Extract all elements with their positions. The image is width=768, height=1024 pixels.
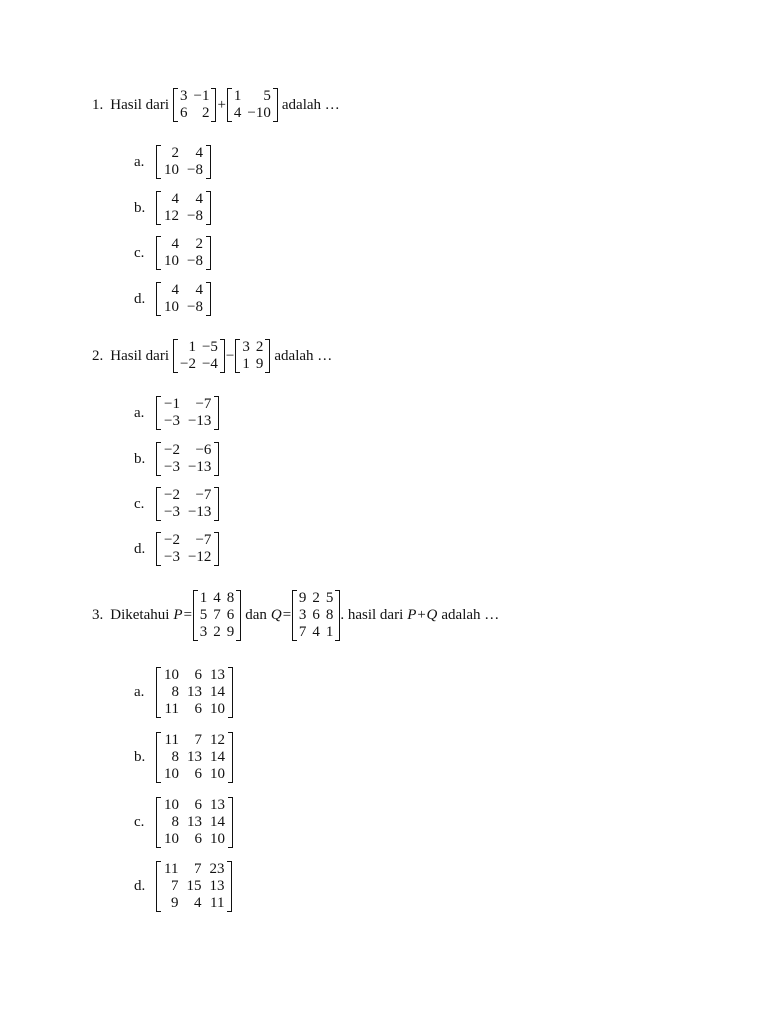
matrix-cell: −10 — [247, 105, 271, 121]
option-matrix — [156, 532, 219, 566]
matrix-cell: 12 — [210, 732, 225, 748]
matrix-cell: −2 — [164, 442, 180, 458]
matrix-cell: 8 — [325, 607, 334, 623]
matrix-cell: −1 — [164, 396, 180, 412]
option-matrix — [156, 797, 233, 848]
matrix-cell: 10 — [164, 667, 179, 683]
matrix-cell: −6 — [195, 442, 212, 458]
matrix-cell: 10 — [164, 162, 179, 178]
matrix-cell: 6 — [312, 607, 320, 623]
matrix-cell: 11 — [164, 701, 179, 717]
matrix-cell: 13 — [187, 814, 202, 830]
matrix-cell: 2 — [171, 145, 179, 161]
matrix-cell: 2 — [213, 624, 221, 640]
question-suffix: adalah … — [274, 347, 333, 364]
option-letter: c. — [134, 495, 145, 512]
option-letter: d. — [134, 290, 146, 307]
q-label: Q= — [270, 607, 292, 623]
matrix-cell: 7 — [298, 624, 307, 640]
matrix-cell: 5 — [199, 607, 208, 623]
q1-option-c[interactable] — [134, 236, 211, 270]
matrix-cell: 13 — [210, 667, 225, 683]
option-letter: a. — [134, 684, 145, 700]
matrix-cell: 3 — [199, 624, 208, 640]
matrix-cell: 11 — [164, 732, 179, 748]
sum-expression: P+Q — [407, 607, 438, 623]
q1-option-b[interactable] — [134, 191, 211, 225]
matrix-left — [173, 88, 216, 122]
matrix-cell: 6 — [194, 667, 202, 683]
q3-option-d[interactable] — [134, 861, 232, 912]
matrix-cell: 10 — [210, 766, 225, 782]
matrix-cell: 4 — [171, 236, 179, 252]
option-matrix — [156, 487, 219, 521]
matrix-cell: 6 — [179, 105, 188, 121]
question-prefix: Hasil dari — [110, 347, 169, 364]
matrix-cell: −3 — [164, 413, 180, 429]
matrix-cell: 9 — [298, 590, 307, 606]
matrix-cell: −7 — [195, 396, 212, 412]
matrix-right — [227, 88, 278, 122]
q3-option-b[interactable] — [134, 732, 233, 783]
matrix-cell: 4 — [213, 590, 221, 606]
question-prefix: Hasil dari — [110, 96, 169, 113]
matrix-cell: 6 — [194, 766, 202, 782]
matrix-cell: 3 — [298, 607, 307, 623]
option-letter: b. — [134, 749, 146, 765]
matrix-cell: −3 — [164, 459, 180, 475]
matrix-cell: −5 — [201, 339, 218, 355]
matrix-cell: −2 — [179, 356, 196, 372]
matrix-cell: 8 — [171, 814, 179, 830]
matrix-left — [173, 339, 225, 373]
option-letter: d. — [134, 540, 146, 557]
matrix-cell: 6 — [194, 701, 202, 717]
q2-option-c[interactable] — [134, 487, 219, 521]
question-number: 2. — [92, 347, 104, 364]
matrix-cell: 4 — [195, 282, 203, 298]
question-1 — [92, 88, 340, 122]
matrix-cell: 5 — [325, 590, 334, 606]
matrix-cell: −8 — [187, 162, 203, 178]
matrix-cell: 5 — [263, 88, 271, 104]
matrix-cell: 14 — [210, 749, 225, 765]
matrix-cell: 7 — [213, 607, 221, 623]
matrix-q — [292, 590, 341, 641]
matrix-cell: 9 — [170, 895, 179, 911]
q2-option-d[interactable] — [134, 532, 219, 566]
matrix-cell: −12 — [187, 549, 212, 565]
question-3 — [92, 590, 499, 641]
matrix-cell: 7 — [193, 861, 202, 877]
q2-option-b[interactable] — [134, 442, 219, 476]
matrix-cell: 3 — [242, 339, 250, 355]
matrix-cell: 1 — [199, 590, 208, 606]
option-matrix — [156, 191, 211, 225]
matrix-cell: 3 — [179, 88, 188, 104]
matrix-cell: 2 — [201, 105, 210, 121]
matrix-cell: 6 — [226, 607, 235, 623]
question-number: 3. — [92, 607, 104, 623]
q1-option-a[interactable] — [134, 145, 211, 179]
matrix-cell: 15 — [186, 878, 202, 894]
matrix-cell: 1 — [233, 88, 242, 104]
matrix-cell: 6 — [194, 797, 202, 813]
option-matrix — [156, 236, 211, 270]
matrix-cell: 4 — [195, 191, 203, 207]
minus-operator: − — [225, 347, 235, 364]
option-letter: c. — [134, 814, 145, 830]
matrix-cell: 4 — [195, 145, 203, 161]
matrix-right — [235, 339, 270, 373]
option-matrix — [156, 667, 233, 718]
matrix-cell: −13 — [187, 413, 212, 429]
option-letter: d. — [134, 878, 146, 894]
matrix-cell: −8 — [187, 208, 203, 224]
question-suffix: adalah … — [281, 96, 340, 113]
matrix-cell: −1 — [193, 88, 210, 104]
q3-option-c[interactable] — [134, 797, 233, 848]
matrix-cell: −3 — [164, 549, 180, 565]
matrix-cell: 13 — [209, 878, 225, 894]
matrix-cell: 10 — [164, 766, 179, 782]
q3-option-a[interactable] — [134, 667, 233, 718]
matrix-cell: 10 — [164, 831, 179, 847]
matrix-cell: 9 — [255, 356, 264, 372]
option-letter: a. — [134, 153, 145, 170]
option-matrix — [156, 732, 233, 783]
matrix-cell: 4 — [171, 282, 179, 298]
option-matrix — [156, 396, 219, 430]
matrix-cell: 1 — [188, 339, 196, 355]
question-suffix-b: adalah … — [441, 607, 500, 623]
matrix-cell: 10 — [164, 797, 179, 813]
matrix-cell: 6 — [194, 831, 202, 847]
matrix-p — [193, 590, 242, 641]
question-prefix: Diketahui — [110, 607, 170, 623]
matrix-cell: 1 — [242, 356, 250, 372]
matrix-cell: 10 — [164, 299, 179, 315]
matrix-cell: −13 — [187, 504, 212, 520]
matrix-cell: 2 — [255, 339, 264, 355]
matrix-cell: 4 — [193, 895, 202, 911]
matrix-cell: 12 — [164, 208, 179, 224]
option-letter: c. — [134, 244, 145, 261]
matrix-cell: 10 — [164, 253, 179, 269]
matrix-cell: 10 — [210, 701, 225, 717]
q1-option-d[interactable] — [134, 282, 211, 316]
q2-option-a[interactable] — [134, 396, 219, 430]
matrix-cell: −7 — [195, 487, 212, 503]
p-label: P= — [173, 607, 193, 623]
matrix-cell: −8 — [187, 253, 203, 269]
matrix-cell: 14 — [210, 684, 225, 700]
matrix-cell: −13 — [187, 459, 212, 475]
option-matrix — [156, 861, 232, 912]
matrix-cell: 23 — [209, 861, 225, 877]
matrix-cell: 1 — [325, 624, 334, 640]
matrix-cell: 9 — [226, 624, 235, 640]
matrix-cell: 13 — [187, 684, 202, 700]
option-matrix — [156, 145, 211, 179]
matrix-cell: 2 — [195, 236, 203, 252]
matrix-cell: 4 — [171, 191, 179, 207]
question-number: 1. — [92, 96, 104, 113]
option-letter: b. — [134, 450, 146, 467]
matrix-cell: 2 — [312, 590, 320, 606]
option-letter: b. — [134, 199, 146, 216]
matrix-cell: −8 — [187, 299, 203, 315]
matrix-cell: 13 — [210, 797, 225, 813]
question-suffix-a: . hasil dari — [340, 607, 404, 623]
matrix-cell: −3 — [164, 504, 180, 520]
matrix-cell: 11 — [210, 895, 225, 911]
question-middle: dan — [245, 607, 267, 623]
option-matrix — [156, 282, 211, 316]
matrix-cell: −7 — [195, 532, 212, 548]
option-matrix — [156, 442, 219, 476]
question-2 — [92, 339, 332, 373]
plus-operator: + — [217, 96, 226, 113]
matrix-cell: 8 — [171, 749, 179, 765]
option-letter: a. — [134, 404, 145, 421]
matrix-cell: 4 — [233, 105, 242, 121]
matrix-cell: 10 — [210, 831, 225, 847]
matrix-cell: −4 — [201, 356, 218, 372]
matrix-cell: 7 — [170, 878, 179, 894]
matrix-cell: 11 — [164, 861, 179, 877]
matrix-cell: −2 — [164, 487, 180, 503]
matrix-cell: 8 — [226, 590, 235, 606]
matrix-cell: −2 — [164, 532, 180, 548]
matrix-cell: 13 — [187, 749, 202, 765]
matrix-cell: 8 — [171, 684, 179, 700]
matrix-cell: 7 — [194, 732, 202, 748]
matrix-cell: 14 — [210, 814, 225, 830]
matrix-cell: 4 — [312, 624, 320, 640]
